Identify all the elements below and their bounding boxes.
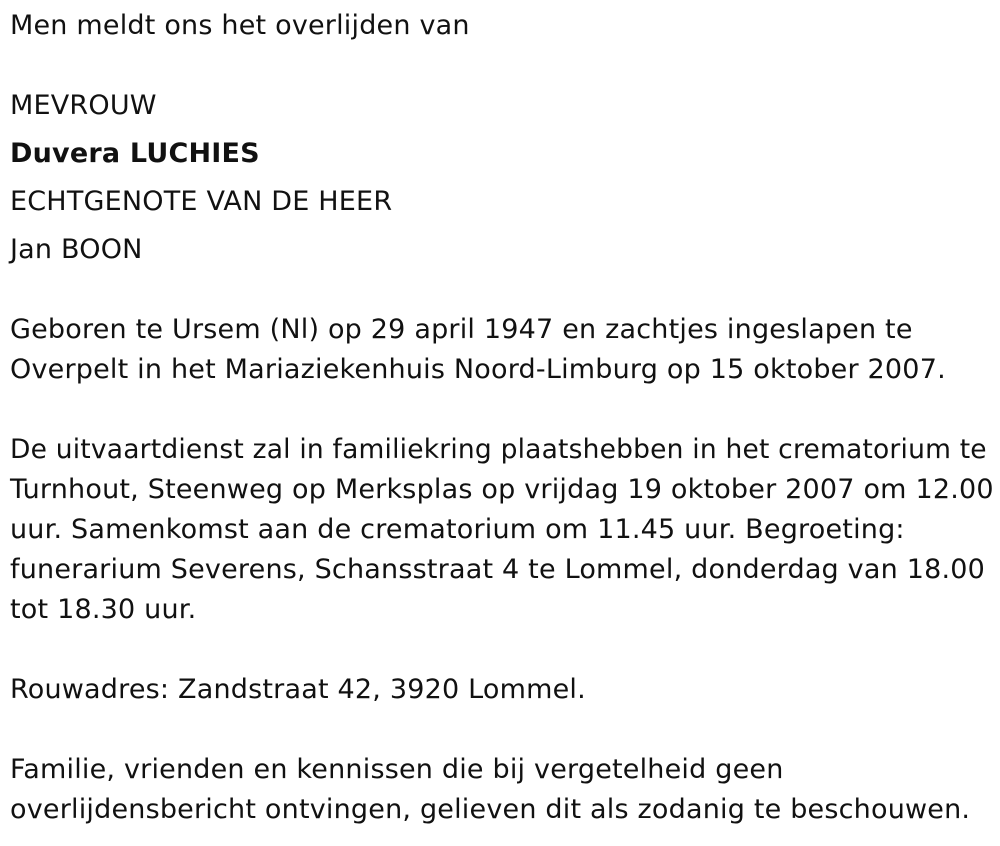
service-line-3: uur. Samenkomst aan de crematorium om 11.45 uur. Begroeting: xyxy=(10,514,905,545)
title-text: MEVROUW xyxy=(10,90,157,121)
address-text: Rouwadres: Zandstraat 42, 3920 Lommel. xyxy=(10,674,586,705)
birth-death-line-1: Geboren te Ursem (Nl) op 29 april 1947 en zachtjes ingeslapen te xyxy=(10,314,913,345)
closing-line-2: overlijdensbericht ontvingen, gelieven dit als zodanig te beschouwen. xyxy=(10,794,971,825)
intro-text: Men meldt ons het overlijden van xyxy=(10,10,470,41)
spouse-name: Jan BOON xyxy=(10,234,143,265)
deceased-name: Duvera LUCHIES xyxy=(10,138,260,169)
service-line-1: De uitvaartdienst zal in familiekring plaatshebben in het crematorium te xyxy=(10,434,987,465)
service-line-5: tot 18.30 uur. xyxy=(10,594,197,625)
birth-death-line-2: Overpelt in het Mariaziekenhuis Noord-Limburg op 15 oktober 2007. xyxy=(10,354,946,385)
closing-line-1: Familie, vrienden en kennissen die bij vergetelheid geen xyxy=(10,754,784,785)
service-line-2: Turnhout, Steenweg op Merksplas op vrijdag 19 oktober 2007 om 12.00 xyxy=(10,474,994,505)
spouse-label: ECHTGENOTE VAN DE HEER xyxy=(10,186,393,217)
service-line-4: funerarium Severens, Schansstraat 4 te Lommel, donderdag van 18.00 xyxy=(10,554,985,585)
